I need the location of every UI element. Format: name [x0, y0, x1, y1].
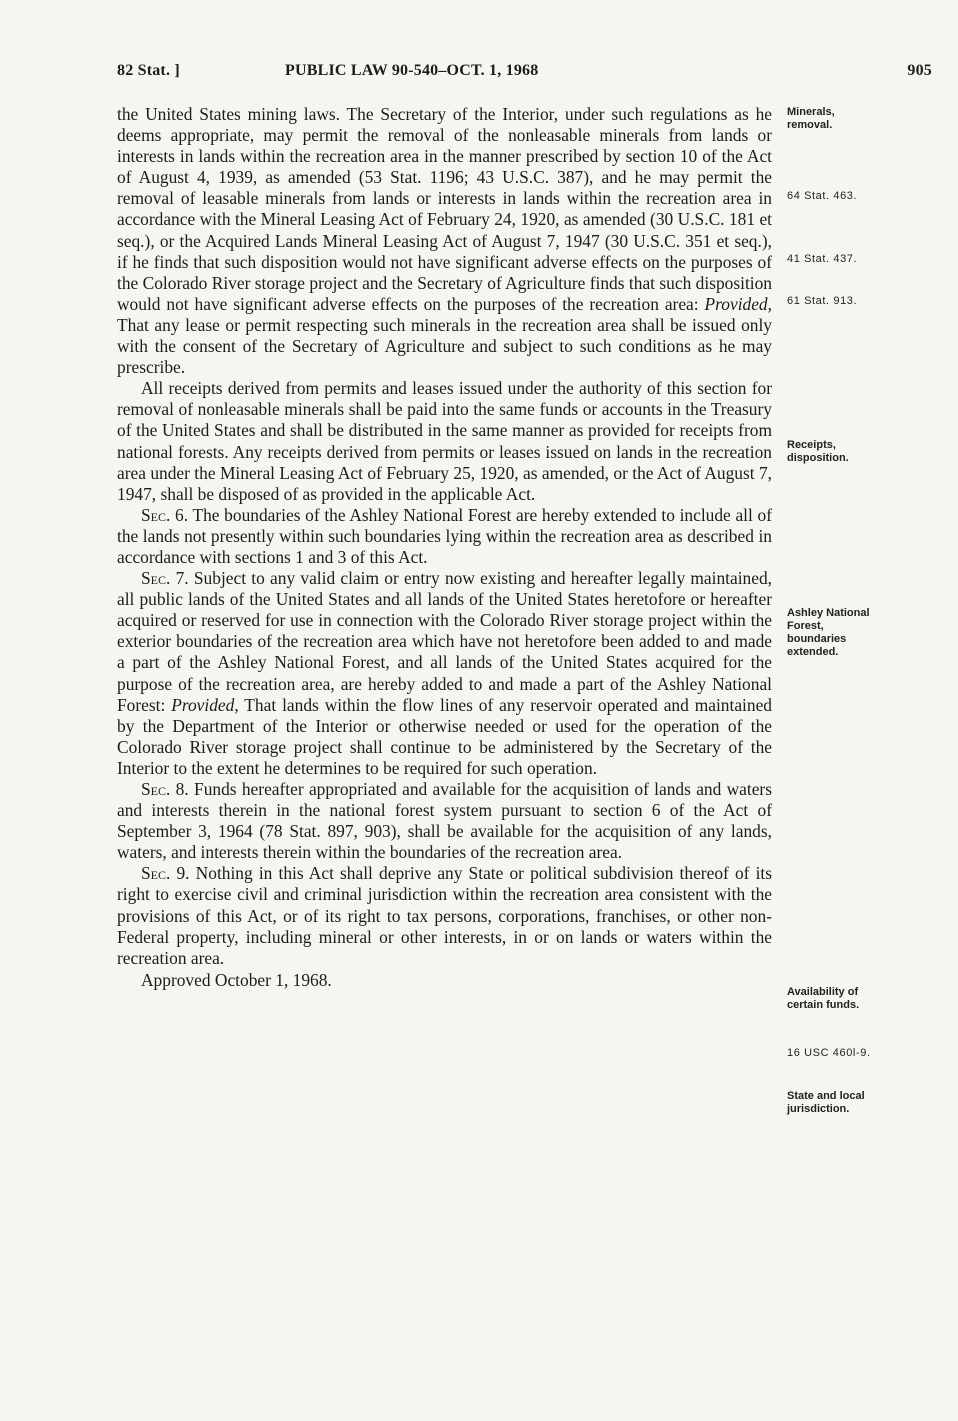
page-number: 905	[907, 62, 932, 79]
section-7-label: Sec. 7.	[141, 568, 189, 589]
paragraph-minerals: the United States mining laws. The Secretary of the Interior, under such regulations as he deems appropriate, may permit the removal of the nonleasable minerals from lands or interests in lands within the recreation area in the manner prescribed by section 10 of the Act of August 4, 1939, as amended (53 Stat. 1196; 43 U.S.C. 387), and he may permit the removal of leasable minerals from lands or interests in lands within the recreation area in accordance with the Mineral Leasing Act of February 24, 1920, as amended (30 U.S.C. 181 et seq.), or the Acquired Lands Mineral Leasing Act of August 7, 1947 (30 U.S.C. 351 et seq.), if he finds that such disposition would not have significant adverse effects on the purposes of the Colorado River storage project and the Secretary of Agriculture finds that such disposition would not have significant adverse effects on the purposes of the recreation area: Provided, That any lease or permit respecting such minerals in the recreation area shall be issued only with the consent of the Secretary of Agriculture and subject to such conditions as he may prescribe.	[117, 104, 772, 378]
margin-cite-61-stat: 61 Stat. 913.	[787, 295, 858, 307]
running-header	[117, 62, 932, 88]
header-statute-volume: 82 Stat. ]	[117, 62, 180, 79]
margin-note-receipts-disposition: Receipts, disposition.	[787, 439, 849, 464]
margin-note-availability-funds: Availability of certain funds.	[787, 986, 860, 1011]
section-9: Sec. 9. Nothing in this Act shall deprive any State or political subdivision thereof of its right to exercise civil and criminal jurisdiction within the recreation area consistent with the provisions of this Act, or of its right to tax persons, corporations, franchises, or other non-Federal property, including mineral or other interests, in or on lands or waters within the recreation area.	[117, 863, 772, 968]
section-8: Sec. 8. Funds hereafter appropriated and available for the acquisition of lands and waters and interests therein in the national forest system pursuant to section 6 of the Act of September 3, 1964 (78 Stat. 897, 903), shall be available for the acquisition of any lands, waters, and interests therein within the boundaries of the recreation area.	[117, 779, 772, 863]
margin-cite-16-usc: 16 USC 460l-9.	[787, 1047, 871, 1059]
margin-cite-64-stat: 64 Stat. 463.	[787, 190, 858, 202]
approval-date: Approved October 1, 1968.	[141, 969, 332, 990]
law-body-text	[117, 104, 772, 991]
header-law-title: PUBLIC LAW 90-540–OCT. 1, 1968	[285, 62, 539, 79]
section-6-label: Sec. 6.	[141, 504, 189, 525]
paragraph-receipts: All receipts derived from permits and leases issued under the authority of this section for removal of nonleasable minerals shall be paid into the same funds or accounts in the Treasury of the United States and shall be distributed in the same manner as provided for receipts from national forests. Any receipts derived from permits or leases issued on lands in the recreation area under the Mineral Leasing Act of February 25, 1920, as amended, or the Act of August 7, 1947, shall be disposed of as provided in the applicable Act.	[117, 378, 772, 504]
section-7: Sec. 7. Subject to any valid claim or entry now existing and hereafter legally maintained, all public lands of the United States and all lands of the United States heretofore or hereafter acquired or reserved for use in connection with the Colorado River storage project within the exterior boundaries of the recreation area which have not heretofore been added to and made a part of the Ashley National Forest, and all lands of the United States acquired for the purpose of the recreation area, are hereby added to and made a part of the Ashley National Forest: Provided, That lands within the flow lines of any reservoir operated and maintained by the Department of the Interior or otherwise needed or used for the operation of the Colorado River storage project shall continue to be administered by the Secretary of the Interior to the extent he determines to be required for such operation.	[117, 568, 772, 778]
section-6: Sec. 6. The boundaries of the Ashley National Forest are hereby extended to include all of the lands not presently within such boundaries lying within the recreation area as described in accordance with sections 1 and 3 of this Act.	[117, 504, 772, 567]
section-9-label: Sec. 9.	[141, 863, 190, 884]
provided-italic: Provided	[704, 293, 768, 314]
margin-note-minerals-removal: Minerals, removal.	[787, 106, 835, 131]
provided-italic: Provided	[171, 694, 235, 715]
margin-note-state-local-jurisdiction: State and local jurisdiction.	[787, 1090, 865, 1115]
margin-cite-41-stat: 41 Stat. 437.	[787, 253, 858, 265]
margin-note-ashley-national-forest: Ashley National Forest, boundaries extended.	[787, 607, 870, 658]
section-8-label: Sec. 8.	[141, 779, 189, 799]
